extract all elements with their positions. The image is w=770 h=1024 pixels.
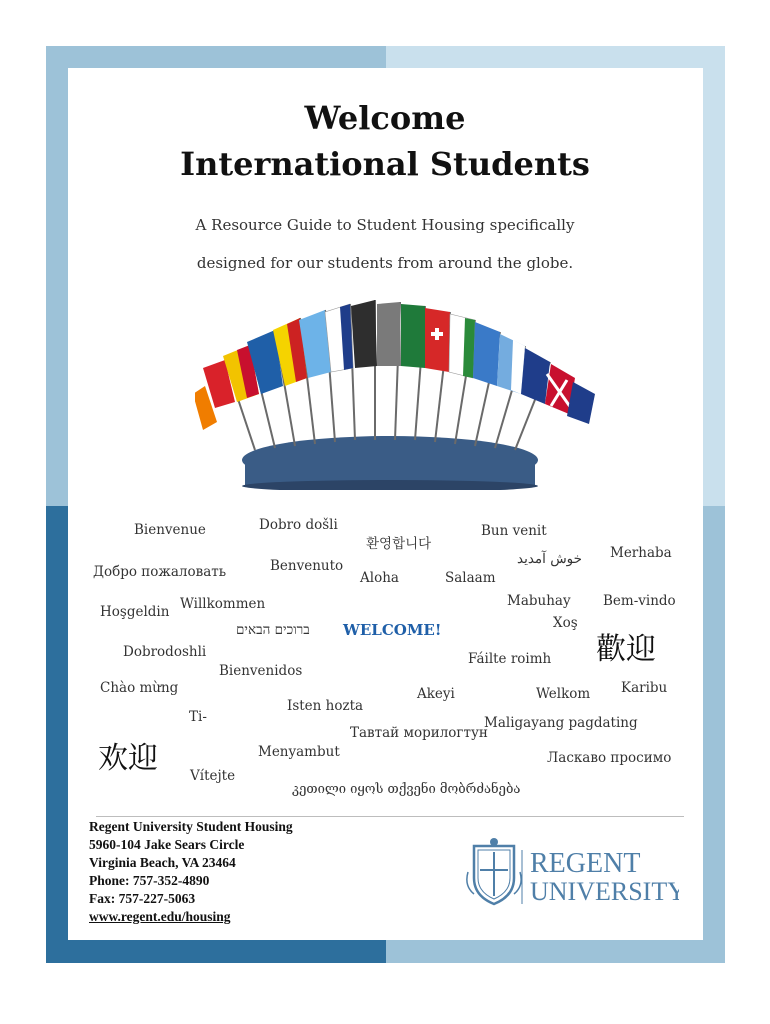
word-vitejte: Vítejte [190, 768, 236, 784]
word-georgian: კეთილი იყოს თქვენი მობრძანება [292, 782, 521, 797]
word-xos: Xoş [553, 615, 578, 631]
word-russian: Добро пожаловать [93, 564, 227, 580]
word-welcome: WELCOME! [343, 621, 442, 639]
word-chao-mung: Chào mừng [100, 680, 179, 696]
word-bienvenue: Bienvenue [134, 522, 206, 538]
contact-fax: Fax: 757-227-5063 [89, 891, 196, 906]
contact-block [89, 818, 293, 926]
word-ti: Ti- [189, 709, 207, 725]
word-failte: Fáilte roimh [468, 651, 552, 667]
word-aloha: Aloha [360, 570, 399, 586]
page-panel [68, 68, 703, 940]
word-dobro-dosli: Dobro došli [259, 517, 338, 533]
word-salaam: Salaam [445, 570, 496, 586]
word-akeyi: Akeyi [417, 686, 455, 702]
word-chinese-traditional: 歡迎 [596, 632, 656, 667]
title-line-1: Welcome [304, 99, 466, 137]
contact-phone: Phone: 757-352-4890 [89, 873, 210, 888]
word-bem-vindo: Bem-vindo [603, 593, 676, 609]
world-flags-icon [195, 290, 635, 490]
word-merhaba: Merhaba [610, 545, 672, 561]
word-menyambut: Menyambut [258, 744, 340, 760]
word-persian: خوش آمدید [517, 551, 583, 567]
subtitle-line-2: designed for our students from around the globe. [196, 254, 574, 272]
word-maligayang: Maligayang pagdating [484, 715, 638, 731]
word-isten-hozta: Isten hozta [287, 698, 364, 714]
regent-crest-icon [464, 836, 679, 910]
logo-line-2: UNIVERSITY [530, 877, 679, 906]
regent-university-logo [464, 836, 679, 914]
contact-address-line-2: Virginia Beach, VA 23464 [89, 855, 236, 870]
word-korean: 환영합니다 [366, 536, 432, 552]
title-line-2: International Students [180, 145, 590, 183]
word-ukrainian: Ласкаво просимо [547, 750, 672, 766]
word-benvenuto: Benvenuto [270, 558, 344, 574]
divider [96, 816, 684, 817]
word-welkom: Welkom [536, 686, 591, 702]
word-karibu: Karibu [621, 680, 668, 696]
contact-address-line-1: 5960-104 Jake Sears Circle [89, 837, 245, 852]
housing-website-link[interactable]: www.regent.edu/housing [89, 909, 231, 924]
word-hebrew: ברוכים הבאים [236, 622, 310, 638]
word-mabuhay: Mabuhay [507, 593, 571, 609]
logo-line-1: REGENT [530, 848, 641, 879]
word-chinese-simplified: 欢迎 [98, 741, 158, 776]
word-bun-venit: Bun venit [481, 523, 547, 539]
word-dobrodoshli: Dobrodoshli [123, 644, 207, 660]
subtitle-line-1: A Resource Guide to Student Housing specifically [195, 216, 575, 234]
word-willkommen: Willkommen [180, 596, 266, 612]
contact-name: Regent University Student Housing [89, 819, 293, 834]
word-hosgeldin: Hoşgeldin [100, 604, 170, 620]
word-mongolian: Тавтай морилогтун [350, 725, 488, 741]
flags-image [195, 290, 635, 494]
word-bienvenidos: Bienvenidos [219, 663, 303, 679]
